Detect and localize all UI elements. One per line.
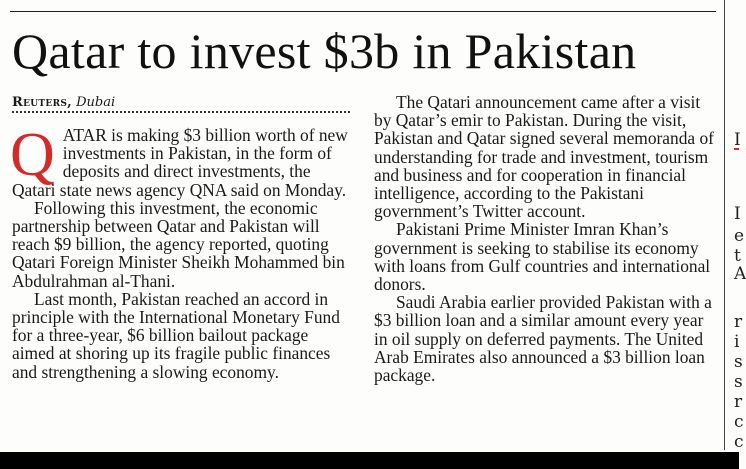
bottom-scan-edge bbox=[0, 452, 739, 469]
lead-text: ATAR is making $3 billion worth of new investments in Pakistan, in the form of deposits and direct investments, the Qatari state news agency QNA said on Monday. bbox=[12, 125, 348, 200]
article-column-1 bbox=[10, 121, 354, 382]
adjacent-column-fragment: r bbox=[734, 312, 743, 332]
byline bbox=[12, 94, 115, 111]
byline-agency: Reuters, bbox=[12, 95, 72, 110]
paragraph: The Qatari announcement came after a visit by Qatar’s emir to Pakistan. During the visit, Pakistan and Qatar signed several memoranda of understanding for trade and investment, tourism and business and for cooperation in financial intelligence, according to the Pakistani government’s Twitter account. bbox=[374, 92, 714, 222]
adjacent-column-fragment: c bbox=[734, 412, 744, 432]
adjacent-column-fragment: c bbox=[734, 432, 744, 452]
paragraph: Last month, Pakistan reached an accord in principle with the International Monetary Fund for a three-year, $6 billion bailout package aimed at shoring up its fragile public finances and strengthening a slowing economy. bbox=[12, 288, 340, 382]
dotted-separator bbox=[12, 111, 350, 113]
adjacent-column-fragment: e bbox=[734, 226, 745, 246]
adjacent-column-fragment: I bbox=[734, 130, 741, 150]
top-rule bbox=[10, 11, 716, 12]
paragraph: Pakistani Prime Minister Imran Khan’s government is seeking to stabilise its economy with loans from Gulf countries and international donors. bbox=[374, 219, 711, 295]
lead-paragraph bbox=[10, 121, 354, 200]
adjacent-column-fragment: t bbox=[734, 246, 741, 266]
paragraph: Saudi Arabia earlier provided Pakistan with a $3 billion loan and a similar amount every year in oil supply on deferred payments. The United Arab Emirates also announced a $3 billion loan package. bbox=[374, 292, 712, 386]
adjacent-column-fragment: i bbox=[734, 332, 740, 352]
adjacent-column-fragment: I bbox=[734, 204, 741, 224]
column-divider bbox=[724, 0, 725, 450]
byline-place: Dubai bbox=[76, 95, 116, 110]
paragraph: Following this investment, the economic partnership between Qatar and Pakistan will reach $9 billion, the agency reported, quoting Qatari Foreign Minister Sheikh Mohammed bin Abdulrahman al-Thani. bbox=[12, 197, 345, 291]
drop-cap: Q bbox=[10, 121, 55, 189]
adjacent-column-fragment: s bbox=[734, 352, 743, 372]
adjacent-column-fragment: r bbox=[734, 392, 743, 412]
article-column-2 bbox=[374, 93, 714, 384]
adjacent-column-fragment: s bbox=[734, 372, 743, 392]
adjacent-column-fragment: A bbox=[734, 264, 746, 284]
headline: Qatar to invest $3b in Pakistan bbox=[12, 23, 637, 79]
